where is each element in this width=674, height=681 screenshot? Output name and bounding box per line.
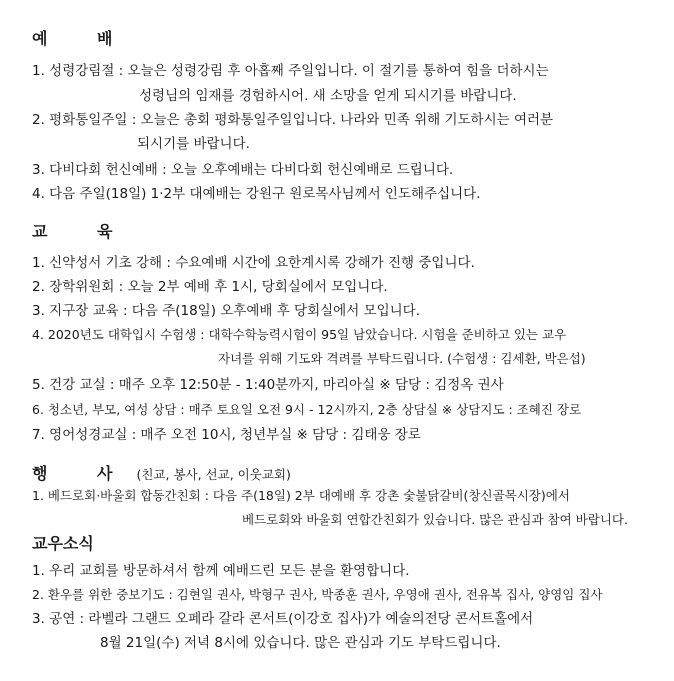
education-item-4-line2: 자녀를 위해 기도와 격려를 부탁드립니다. (수험생 : 김세환, 박은섭) [218, 351, 586, 366]
worship-item-1-line2: 성령님의 임재를 경험하시어. 새 소망을 얻게 되시기를 바랍니다. [139, 88, 517, 104]
education-item-4-line1: 4. 2020년도 대학입시 수험생 : 대학수학능력시험이 95일 남았습니다. 시험을 준비하고 있는 교우 [32, 327, 567, 342]
worship-heading-text: 예 배 [32, 29, 135, 48]
events-item-1-line1: 1. 베드로회·바울회 합동간친회 : 다음 주(18일) 2부 대예배 후 강촌 숯불닭갈비(창신골목시장)에서 [32, 488, 570, 503]
education-item-7: 7. 영어성경교실 : 매주 오전 10시, 청년부실 ※ 담당 : 김태웅 장로 [32, 427, 421, 443]
education-item-6: 6. 청소년, 부모, 여성 상담 : 매주 토요일 오전 9시 - 12시까지, 2층 상담실 ※ 상담지도 : 조혜진 장로 [32, 402, 582, 417]
news-heading [32, 531, 94, 554]
education-item-5: 5. 건강 교실 : 매주 오후 12:50분 - 1:40분까지, 마리아실 ※ 담당 : 김정옥 권사 [32, 377, 504, 393]
news-heading-text: 교우소식 [32, 534, 94, 553]
news-item-1: 1. 우리 교회를 방문하셔서 함께 예배드린 모든 분을 환영합니다. [32, 563, 410, 579]
worship-heading [32, 26, 134, 49]
events-heading [32, 461, 291, 484]
worship-item-1-line1: 1. 성령강림절 : 오늘은 성령강림 후 아홉째 주일입니다. 이 절기를 통하여 힘을 더하시는 [32, 63, 549, 79]
worship-item-2-line2: 되시기를 바랍니다. [137, 136, 250, 152]
education-item-3: 3. 지구장 교육 : 다음 주(18일) 오후예배 후 당회실에서 모입니다. [32, 303, 420, 319]
events-heading-note: (친교, 봉사, 선교, 이웃교회) [136, 467, 291, 482]
education-item-2: 2. 장학위원회 : 오늘 2부 예배 후 1시, 당회실에서 모입니다. [32, 279, 388, 295]
education-heading-text: 교 육 [32, 222, 135, 241]
news-item-3-line1: 3. 공연 : 라벨라 그랜드 오페라 갈라 콘서트(이강호 집사)가 예술의전당 콘서트홀에서 [32, 611, 534, 627]
events-heading-text: 행 사 [32, 464, 135, 483]
education-item-1: 1. 신약성서 기초 강해 : 수요예배 시간에 요한계시록 강해가 진행 중입니다. [32, 255, 475, 271]
news-item-2: 2. 환우를 위한 중보기도 : 김현일 권사, 박형구 권사, 박종훈 권사, 우영애 권사, 전유복 집사, 양영임 집사 [32, 587, 603, 602]
education-heading [32, 219, 134, 242]
events-item-1-line2: 베드로회와 바울회 연합간친회가 있습니다. 많은 관심과 참여 바랍니다. [242, 512, 628, 527]
news-item-3-line2: 8월 21일(수) 저녁 8시에 있습니다. 많은 관심과 기도 부탁드립니다. [100, 635, 501, 651]
worship-item-3: 3. 다비다회 헌신예배 : 오늘 오후예배는 다비다회 헌신예배로 드립니다. [32, 162, 454, 178]
worship-item-2-line1: 2. 평화통일주일 : 오늘은 총회 평화통일주일입니다. 나라와 민족 위해 기도하시는 여러분 [32, 112, 554, 128]
worship-item-4: 4. 다음 주일(18일) 1·2부 대예배는 강원구 원로목사님께서 인도해주십니다. [32, 186, 481, 202]
